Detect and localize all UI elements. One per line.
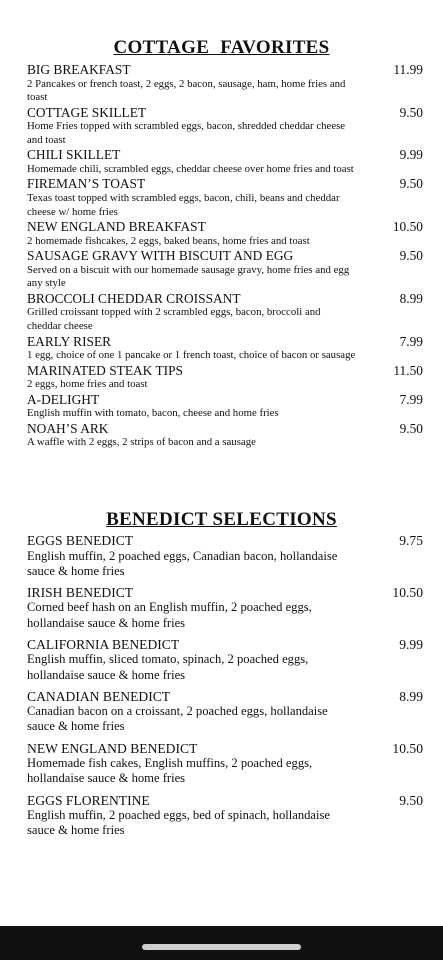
menu-item-description: 2 Pancakes or french toast, 2 eggs, 2 bacon, sausage, ham, home fries and toast	[27, 77, 346, 104]
menu-item-description: 2 homemade fishcakes, 2 eggs, baked beans, home fries and toast	[27, 234, 310, 247]
menu-item-name: NOAH’S ARK	[27, 420, 109, 436]
menu-item-price: 11.50	[393, 362, 423, 378]
menu-item-price: 8.99	[399, 290, 423, 306]
menu-item-description: 1 egg, choice of one 1 pancake or 1 french toast, choice of bacon or sausage	[27, 349, 356, 362]
cottage-favorites-list	[27, 62, 427, 450]
menu-item-price: 10.50	[392, 584, 423, 600]
menu-item-name: CANADIAN BENEDICT	[27, 688, 171, 704]
menu-item-name: CHILI SKILLET	[27, 147, 121, 163]
menu-item-name: MARINATED STEAK TIPS	[27, 362, 183, 378]
menu-item-description: English muffin, 2 poached eggs, Canadian bacon, hollandaise sauce & home fries	[27, 548, 338, 578]
menu-item-name: EGGS BENEDICT	[27, 533, 134, 548]
menu-item-price: 9.50	[399, 104, 423, 120]
menu-item-name: A-DELIGHT	[27, 391, 100, 407]
menu-item	[27, 793, 427, 839]
menu-item-description: English muffin with tomato, bacon, cheese and home fries	[27, 407, 279, 420]
menu-item	[27, 147, 427, 176]
menu-item	[27, 105, 427, 148]
menu-item	[27, 585, 427, 631]
menu-item	[27, 291, 427, 334]
menu-item-name: EGGS FLORENTINE	[27, 792, 150, 808]
menu-item-price: 9.50	[399, 792, 423, 808]
menu-item-description: Served on a biscuit with our homemade sausage gravy, home fries and egg any style	[27, 263, 350, 290]
system-navigation-bar	[0, 926, 443, 960]
menu-item	[27, 248, 427, 291]
menu-item-name: CALIFORNIA BENEDICT	[27, 636, 180, 652]
menu-item-description: Home Fries topped with scrambled eggs, bacon, shredded cheddar cheese and toast	[27, 120, 346, 146]
menu-item-description: English muffin, sliced tomato, spinach, 2 poached eggs, hollandaise sauce & home fries	[27, 652, 309, 682]
home-indicator[interactable]	[142, 944, 301, 950]
menu-item-description: Homemade fish cakes, English muffins, 2 poached eggs, hollandaise sauce & home fries	[27, 756, 313, 786]
menu-item-price: 9.50	[399, 248, 423, 264]
menu-item-price: 7.99	[399, 391, 423, 407]
menu-item-name: NEW ENGLAND BENEDICT	[27, 740, 198, 756]
benedict-selections-list	[27, 533, 427, 844]
menu-item	[27, 363, 427, 392]
menu-item-price: 10.50	[392, 219, 423, 235]
menu-item-price: 9.99	[399, 636, 423, 652]
menu-item-description: 2 eggs, home fries and toast	[27, 378, 148, 391]
menu-item-description: Homemade chili, scrambled eggs, cheddar cheese over home fries and toast	[27, 162, 354, 175]
menu-item-price: 9.50	[399, 420, 423, 436]
menu-item-price: 9.99	[399, 147, 423, 163]
menu-item-price: 8.99	[399, 688, 423, 704]
menu-item-name: BIG BREAKFAST	[27, 62, 131, 77]
menu-item	[27, 334, 427, 363]
menu-item	[27, 421, 427, 450]
menu-item-price: 11.99	[393, 62, 423, 77]
menu-item	[27, 741, 427, 787]
menu-item-description: English muffin, 2 poached eggs, bed of spinach, hollandaise sauce & home fries	[27, 808, 331, 838]
menu-item	[27, 176, 427, 219]
menu-item	[27, 637, 427, 683]
menu-item-price: 10.50	[392, 740, 423, 756]
section-title-cottage-favorites: COTTAGE FAVORITES	[113, 37, 330, 58]
menu-item	[27, 62, 427, 105]
menu-item	[27, 392, 427, 421]
menu-item-name: SAUSAGE GRAVY WITH BISCUIT AND EGG	[27, 248, 294, 264]
menu-item-name: IRISH BENEDICT	[27, 584, 134, 600]
menu-item-description: Canadian bacon on a croissant, 2 poached eggs, hollandaise sauce & home fries	[27, 704, 328, 734]
menu-item-name: FIREMAN’S TOAST	[27, 176, 146, 192]
menu-item-description: Grilled croissant topped with 2 scrambled eggs, bacon, broccoli and cheddar cheese	[27, 306, 321, 333]
menu-item-name: NEW ENGLAND BREAKFAST	[27, 219, 206, 235]
menu-item-description: Corned beef hash on an English muffin, 2 poached eggs, hollandaise sauce & home fries	[27, 600, 312, 630]
menu-item-name: COTTAGE SKILLET	[27, 104, 147, 120]
menu-item-name: BROCCOLI CHEDDAR CROISSANT	[27, 290, 241, 306]
menu-item	[27, 219, 427, 248]
menu-item-price: 9.50	[399, 176, 423, 192]
menu-item-description: Texas toast topped with scrambled eggs, bacon, chili, beans and cheddar cheese w/ home fries	[27, 191, 340, 218]
menu-item	[27, 533, 427, 579]
section-title-benedict-selections: BENEDICT SELECTIONS	[106, 509, 337, 530]
menu-item-description: A waffle with 2 eggs, 2 strips of bacon and a sausage	[27, 436, 256, 449]
menu-item-price: 7.99	[399, 333, 423, 349]
menu-item-price: 9.75	[399, 533, 423, 548]
menu-item-name: EARLY RISER	[27, 333, 112, 349]
menu-item	[27, 689, 427, 735]
